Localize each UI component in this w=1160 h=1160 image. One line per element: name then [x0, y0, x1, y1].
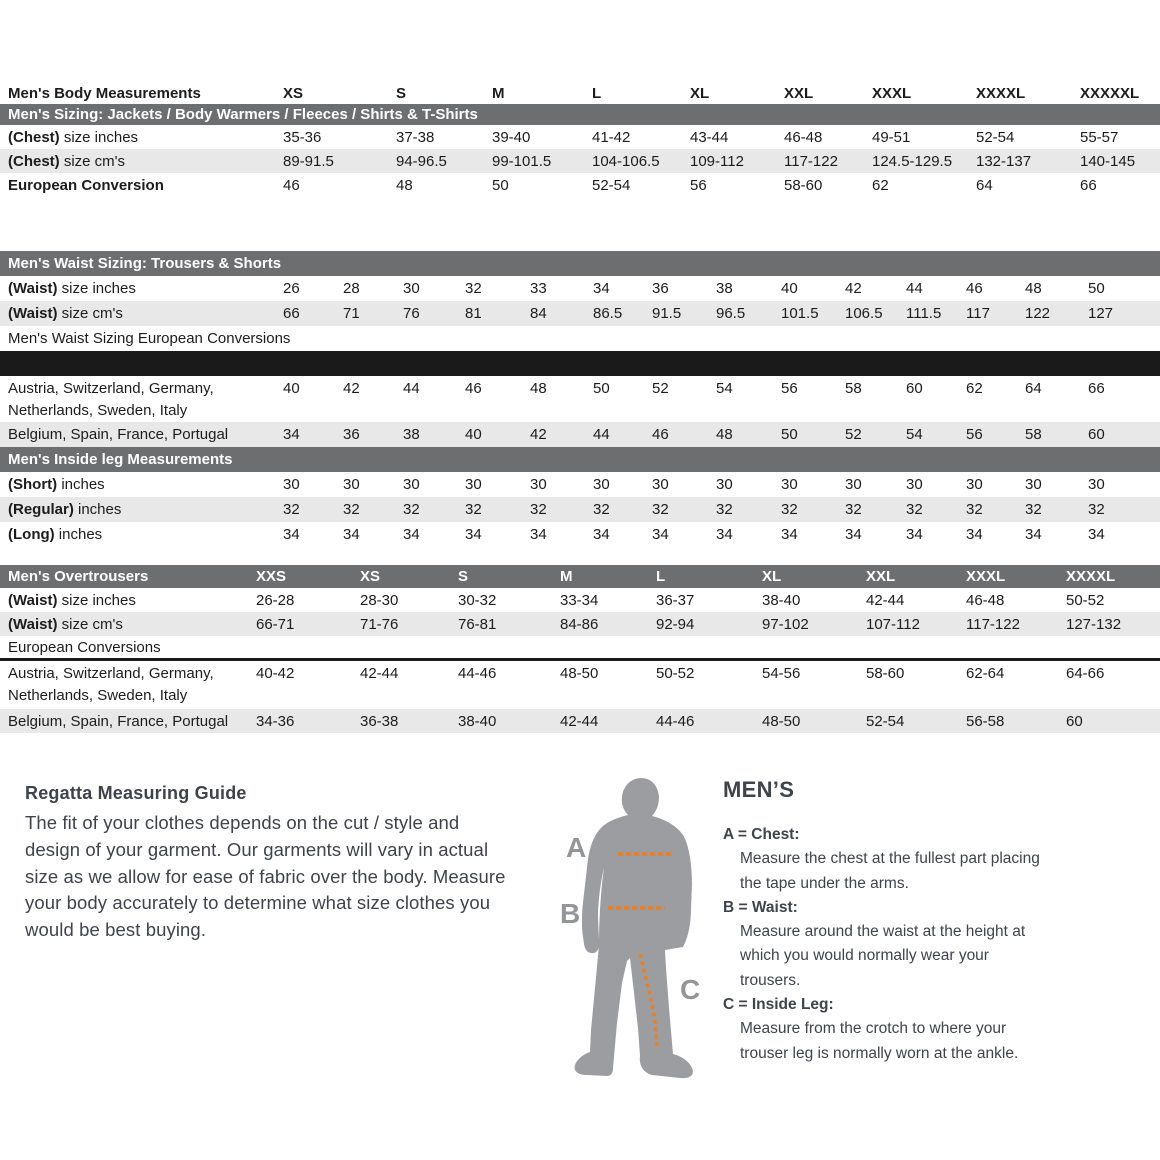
cell-value: 58-60: [866, 665, 905, 682]
cell-value: 104-106.5: [592, 149, 690, 173]
cell-value: 62: [872, 176, 889, 194]
cell-value: 32: [966, 497, 1025, 522]
divider-rule: [0, 351, 1160, 376]
cell-value: 122: [1025, 301, 1088, 326]
cell-value: 54: [906, 422, 966, 447]
cell-value: 76-81: [458, 612, 560, 636]
mens-heading: MEN’S: [723, 777, 795, 802]
cell-value: 58-60: [784, 176, 823, 194]
cell-value: 60: [1066, 709, 1160, 733]
cell-value: 127-132: [1066, 612, 1160, 636]
cell-value: 91.5: [652, 301, 716, 326]
subheader-label: Men's Waist Sizing European Conversions: [8, 330, 291, 347]
cell-value: 42: [845, 280, 862, 297]
cell-value: 44: [593, 422, 652, 447]
cell-value: 30: [593, 476, 610, 493]
cell-value: 66-71: [256, 612, 360, 636]
cell-value: 33-34: [560, 591, 599, 609]
table-row: [0, 472, 1160, 497]
cell-value: 48: [530, 380, 547, 397]
section-title: Men's Inside leg Measurements: [0, 447, 1160, 472]
cell-value: 42: [343, 380, 360, 397]
table-row: [0, 612, 1160, 636]
cell-value: 46: [283, 176, 300, 194]
size-label: XXXL: [966, 565, 1066, 588]
cell-value: 32: [845, 497, 906, 522]
guide-paragraph: The fit of your clothes depends on the cut / style and design of your garment. Our garments will vary in actual size as we allow for ease of fabric over the body. Measure your body accurately to determine what size clothes you would be best buying.: [25, 812, 506, 941]
cell-value: 84-86: [560, 612, 656, 636]
section-header-bar: [0, 447, 1160, 472]
cell-value: 54-56: [762, 665, 801, 682]
cell-value: 32: [781, 497, 845, 522]
cell-value: 30: [1025, 476, 1042, 493]
cell-value: 56-58: [966, 709, 1066, 733]
cell-value: 64: [976, 176, 993, 194]
cell-value: 56: [690, 176, 707, 194]
cell-value: 50-52: [1066, 591, 1105, 609]
row-label: (Regular) inches: [0, 497, 283, 522]
cell-value: 26: [283, 280, 300, 297]
cell-value: 62-64: [966, 665, 1005, 682]
section-title: Men's Sizing: Jackets / Body Warmers / Fleeces / Shirts & T-Shirts: [0, 104, 1160, 125]
cell-value: 38: [403, 422, 465, 447]
instruction-item-chest: [723, 823, 1045, 896]
cell-value: 30: [343, 476, 360, 493]
size-label: S: [458, 565, 560, 588]
cell-value: 42-44: [360, 665, 399, 682]
cell-value: 34: [403, 526, 420, 543]
cell-value: 56: [781, 380, 798, 397]
cell-value: 28-30: [360, 591, 399, 609]
size-label: XXXL: [872, 84, 912, 102]
cell-value: 44: [403, 380, 420, 397]
size-label: XL: [762, 565, 866, 588]
row-label: (Short) inches: [8, 476, 105, 493]
cell-value: 34: [652, 526, 669, 543]
cell-value: 32: [593, 497, 652, 522]
figure-marker-b: B: [560, 898, 581, 929]
cell-value: 34: [343, 526, 360, 543]
man-silhouette-graphic: [540, 768, 720, 1100]
cell-value: 28: [343, 280, 360, 297]
cell-value: 30: [530, 476, 547, 493]
table-row: [0, 276, 1160, 301]
table-title: Men's Overtrousers: [0, 565, 256, 588]
instruction-label: C = Inside Leg:: [723, 996, 834, 1014]
size-label: XS: [360, 565, 458, 588]
cell-value: 127: [1088, 301, 1160, 326]
cell-value: 34: [781, 526, 798, 543]
waist-sizing-table: [0, 251, 1160, 547]
cell-value: 42-44: [560, 709, 656, 733]
cell-value: 60: [906, 380, 923, 397]
table-title: Men's Body Measurements: [8, 84, 201, 102]
figure-marker-a: A: [566, 832, 587, 863]
cell-value: 40: [465, 422, 530, 447]
cell-value: 52: [845, 422, 906, 447]
cell-value: 66: [283, 301, 343, 326]
cell-value: 81: [465, 301, 530, 326]
man-silhouette-body: [575, 778, 693, 1078]
cell-value: 71-76: [360, 612, 458, 636]
cell-value: 66: [1088, 380, 1105, 397]
size-label: XXXXXL: [1080, 84, 1140, 102]
cell-value: 46-48: [784, 128, 823, 146]
instruction-text: Measure around the waist at the height at which you would normally wear your trousers.: [740, 923, 1026, 989]
cell-value: 48: [1025, 280, 1042, 297]
row-label: (Waist) size inches: [8, 280, 136, 297]
table-row: [0, 497, 1160, 522]
cell-value: 101.5: [781, 301, 845, 326]
guide-title: Regatta Measuring Guide: [25, 783, 247, 803]
cell-value: 48-50: [762, 709, 866, 733]
mens-figure-illustration: [540, 768, 720, 1100]
section-header-bar: [0, 104, 1160, 125]
row-label: (Chest) size inches: [8, 128, 139, 146]
table-row: [0, 376, 1160, 422]
row-label: (Waist) size cm's: [0, 301, 283, 326]
cell-value: 58: [1025, 422, 1088, 447]
cell-value: 40-42: [256, 665, 295, 682]
cell-value: 36-37: [656, 591, 695, 609]
instruction-item-waist: [723, 896, 1045, 993]
cell-value: 89-91.5: [283, 149, 396, 173]
size-label: M: [560, 565, 656, 588]
cell-value: 30: [403, 280, 420, 297]
cell-value: 46: [966, 280, 983, 297]
row-label: (Chest) size cm's: [0, 149, 283, 173]
cell-value: 32: [465, 280, 482, 297]
cell-value: 36-38: [360, 709, 458, 733]
cell-value: 30: [652, 476, 669, 493]
cell-value: 52: [652, 380, 669, 397]
cell-value: 52-54: [592, 176, 631, 194]
cell-value: 34: [1025, 526, 1042, 543]
row-label: Austria, Switzerland, Germany, Netherlands, Sweden, Italy: [8, 665, 214, 704]
cell-value: 38-40: [762, 591, 801, 609]
section-title: Men's Waist Sizing: Trousers & Shorts: [0, 251, 1160, 276]
cell-value: 38-40: [458, 709, 560, 733]
cell-value: 30: [403, 476, 420, 493]
table-row: [0, 301, 1160, 326]
cell-value: 106.5: [845, 301, 906, 326]
subheader-label: European Conversions: [8, 638, 161, 656]
overtrousers-table: [0, 565, 1160, 733]
cell-value: 55-57: [1080, 128, 1119, 146]
cell-value: 30: [1088, 476, 1105, 493]
cell-value: 64: [1025, 380, 1042, 397]
cell-value: 50: [1088, 280, 1105, 297]
cell-value: 107-112: [866, 612, 966, 636]
cell-value: 30: [716, 476, 733, 493]
cell-value: 109-112: [690, 149, 784, 173]
instruction-label: A = Chest:: [723, 826, 800, 843]
cell-value: 52-54: [866, 709, 966, 733]
cell-value: 76: [403, 301, 465, 326]
cell-value: 48-50: [560, 665, 599, 682]
subheader-row: [0, 636, 1160, 658]
cell-value: 50: [593, 380, 610, 397]
cell-value: 30-32: [458, 591, 497, 609]
cell-value: 36: [652, 280, 669, 297]
table-row: [0, 588, 1160, 612]
cell-value: 52-54: [976, 128, 1015, 146]
cell-value: 32: [716, 497, 781, 522]
cell-value: 34: [906, 526, 923, 543]
size-label: XXL: [784, 84, 814, 102]
cell-value: 26-28: [256, 591, 295, 609]
section-header-bar: [0, 251, 1160, 276]
cell-value: 34: [1088, 526, 1105, 543]
cell-value: 48: [716, 422, 781, 447]
cell-value: 111.5: [906, 301, 966, 326]
cell-value: 71: [343, 301, 403, 326]
instruction-text: Measure the chest at the fullest part placing the tape under the arms.: [740, 850, 1040, 892]
cell-value: 32: [343, 497, 403, 522]
cell-value: 33: [530, 280, 547, 297]
row-label: Austria, Switzerland, Germany, Netherlands, Sweden, Italy: [8, 380, 214, 419]
body-measurements-table: [0, 82, 1160, 197]
cell-value: 34: [966, 526, 983, 543]
cell-value: 37-38: [396, 128, 435, 146]
cell-value: 30: [283, 476, 300, 493]
figure-marker-c: C: [680, 974, 701, 1005]
size-label: XXXXL: [976, 84, 1026, 102]
cell-value: 62: [966, 380, 983, 397]
size-label: L: [656, 565, 762, 588]
cell-value: 94-96.5: [396, 149, 492, 173]
cell-value: 32: [283, 497, 343, 522]
row-label: Belgium, Spain, France, Portugal: [0, 422, 283, 447]
cell-value: 140-145: [1080, 149, 1160, 173]
cell-value: 34: [530, 526, 547, 543]
cell-value: 30: [845, 476, 862, 493]
size-label: XXS: [256, 565, 360, 588]
cell-value: 117-122: [784, 149, 872, 173]
instruction-item-inside-leg: [723, 993, 1045, 1066]
cell-value: 46: [465, 380, 482, 397]
cell-value: 30: [465, 476, 482, 493]
size-label: L: [592, 84, 602, 102]
cell-value: 32: [906, 497, 966, 522]
row-label: Belgium, Spain, France, Portugal: [0, 709, 256, 733]
cell-value: 34: [845, 526, 862, 543]
row-label: (Waist) size cm's: [0, 612, 256, 636]
size-label: M: [492, 84, 505, 102]
instruction-label: B = Waist:: [723, 898, 798, 916]
cell-value: 32: [403, 497, 465, 522]
cell-value: 40: [283, 380, 300, 397]
cell-value: 56: [966, 422, 1025, 447]
cell-value: 34: [716, 526, 733, 543]
cell-value: 50: [492, 176, 509, 194]
table-row: [0, 125, 1160, 149]
size-label: XS: [283, 84, 304, 102]
cell-value: 32: [652, 497, 716, 522]
cell-value: 44-46: [458, 665, 497, 682]
cell-value: 30: [906, 476, 923, 493]
cell-value: 92-94: [656, 612, 762, 636]
cell-value: 44-46: [656, 709, 762, 733]
size-label: XXXXL: [1066, 565, 1160, 588]
row-label: European Conversion: [8, 176, 164, 194]
cell-value: 44: [906, 280, 923, 297]
cell-value: 117-122: [966, 612, 1066, 636]
cell-value: 32: [530, 497, 593, 522]
cell-value: 60: [1088, 422, 1160, 447]
cell-value: 34-36: [256, 709, 360, 733]
cell-value: 38: [716, 280, 733, 297]
cell-value: 34: [593, 280, 610, 297]
cell-value: 32: [465, 497, 530, 522]
row-label: (Waist) size inches: [8, 591, 136, 609]
table-row: [0, 522, 1160, 547]
cell-value: 124.5-129.5: [872, 149, 976, 173]
table-row: [0, 661, 1160, 709]
cell-value: 35-36: [283, 128, 322, 146]
table-row: [0, 709, 1160, 733]
size-label: XL: [690, 84, 710, 102]
cell-value: 46: [652, 422, 716, 447]
cell-value: 32: [1025, 497, 1088, 522]
cell-value: 34: [593, 526, 610, 543]
cell-value: 117: [966, 301, 1025, 326]
cell-value: 36: [343, 422, 403, 447]
mens-instructions-block: [723, 777, 1045, 1066]
cell-value: 43-44: [690, 128, 729, 146]
cell-value: 41-42: [592, 128, 631, 146]
cell-value: 50: [781, 422, 845, 447]
cell-value: 86.5: [593, 301, 652, 326]
row-label: (Long) inches: [8, 526, 103, 543]
cell-value: 66: [1080, 176, 1097, 194]
measuring-guide-text-block: [25, 783, 515, 944]
cell-value: 48: [396, 176, 413, 194]
cell-value: 30: [966, 476, 983, 493]
cell-value: 97-102: [762, 612, 866, 636]
table-row: [0, 173, 1160, 197]
cell-value: 132-137: [976, 149, 1080, 173]
cell-value: 50-52: [656, 665, 695, 682]
size-label: S: [396, 84, 407, 102]
cell-value: 49-51: [872, 128, 911, 146]
cell-value: 34: [283, 422, 343, 447]
table-header-bar: [0, 565, 1160, 588]
cell-value: 34: [283, 526, 300, 543]
cell-value: 46-48: [966, 591, 1005, 609]
instruction-text: Measure from the crotch to where your trouser leg is normally worn at the ankle.: [740, 1020, 1019, 1062]
cell-value: 99-101.5: [492, 149, 592, 173]
cell-value: 39-40: [492, 128, 531, 146]
table-row: [0, 422, 1160, 447]
cell-value: 30: [781, 476, 798, 493]
cell-value: 96.5: [716, 301, 781, 326]
cell-value: 64-66: [1066, 665, 1105, 682]
cell-value: 54: [716, 380, 733, 397]
cell-value: 32: [1088, 497, 1160, 522]
cell-value: 42-44: [866, 591, 905, 609]
size-label: XXL: [866, 565, 966, 588]
subheader-row: [0, 326, 1160, 351]
cell-value: 42: [530, 422, 593, 447]
cell-value: 34: [465, 526, 482, 543]
cell-value: 58: [845, 380, 862, 397]
table-row: [0, 149, 1160, 173]
cell-value: 40: [781, 280, 798, 297]
cell-value: 84: [530, 301, 593, 326]
size-header-row: [0, 82, 1160, 104]
